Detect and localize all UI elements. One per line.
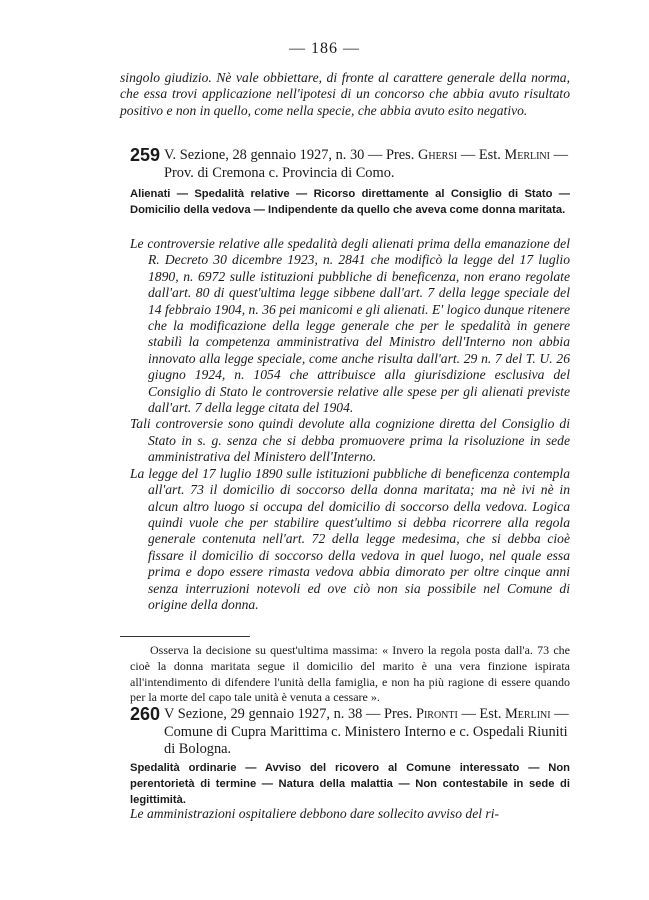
entry-260-keywords: Spedalità ordinarie — Avviso del ricovero al Comune interessato — Non perentorietà di termine — Natura della malattia — Non contestabile in sede di legittimità. xyxy=(130,762,570,806)
estensore-name: Merlini xyxy=(504,147,550,163)
entry-259-keywords: Alienati — Spedalità relative — Ricorso direttamente al Consiglio di Stato — Domicilio della vedova — Indipendente da quello che aveva come donna maritata. xyxy=(130,188,570,216)
entry-259-number: 259 xyxy=(130,145,161,165)
entry-259-principles xyxy=(130,236,570,613)
footnote-divider xyxy=(120,636,250,637)
principle-paragraph: La legge del 17 luglio 1890 sulle istituzioni pubbliche di beneficenza contempla all'art. 73 il domicilio di soccorso della donna maritata; ma nè ivi nè in alcun altro luogo si occupa del domicilio di soccorso della vedova. Logica quindi vuole che per stabilire quest'ultimo si debba ricorrere alla regola generale contenuta nell'art. 72 della legge medesima, che si debba cioè fissare il domicilio di soccorso della vedova in quel luogo, nel quale essa prima e dopo essere rimasta vedova abbia dimorato per oltre cinque anni senza interruzioni notevoli ed ove ciò non sia possibile nel Comune di origine della donna. xyxy=(130,465,570,612)
principle-paragraph: Tali controversie sono quindi devolute alla cognizione diretta del Consiglio di Stato in s. g. senza che si debba promuovere prima la risoluzione in sede amministrativa del Ministero dell'Interno. xyxy=(130,416,570,465)
entry-260-number: 260 xyxy=(130,704,161,724)
entry-259-citation: V. Sezione, 28 gennaio 1927, n. 30 — Pres. Ghersi — Est. Merlini — Prov. di Cremona c. Provincia di Como. xyxy=(164,147,568,181)
principle-paragraph: Le amministrazioni ospitaliere debbono dare sollecito avviso del ri- xyxy=(130,806,500,821)
footnote: Osserva la decisione su quest'ultima massima: « Invero la regola posta dall'a. 73 che cioè la donna maritata segue il domicilio del marito è una vera finzione ispirata all'intendimento di difendere l'unità della famiglia, e non ha più ragione di essere quando per la morte del capo tale unità è venuta a cessare ». xyxy=(130,643,570,705)
president-name: Pironti xyxy=(415,706,458,722)
continuation-paragraph: singolo giudizio. Nè vale obbiettare, di fronte al carattere generale della norma, che essa trovi applicazione nell'ipotesi di un concorso che abbia avuto risultato positivo e non in quello, come nella specie, che abbia avuto esito negativo. xyxy=(120,70,570,118)
president-name: Ghersi xyxy=(417,147,458,163)
entry-260-header xyxy=(120,706,570,759)
estensore-name: Merlini xyxy=(505,706,551,722)
entry-260-principle xyxy=(130,806,570,822)
principle-paragraph: Le controversie relative alle spedalità degli alienati prima della emanazione del R. Decreto 30 dicembre 1923, n. 2841 che modificò la legge del 17 luglio 1890, n. 6972 sulle istituzioni pubbliche di beneficenza, non erano regolate dall'art. 80 di quest'ultima legge sibbene dall'art. 7 della legge speciale del 14 febbraio 1904, n. 36 pei manicomi e gli alienati. E' logico dunque ritenere che la modificazione della legge generale che per le spedalità in genere stabilì la competenza amministrativa del Ministro dell'Interno non abbia innovato alla legge speciale, come anche risulta dall'art. 29 n. 7 del T. U. 26 giugno 1924, n. 1054 che attribuisce alla giurisdizione esclusiva del Consiglio di Stato le controversie relative alle spese per gli alienati previste dall'art. 7 della legge citata del 1904. xyxy=(130,236,570,416)
entry-260-citation: V Sezione, 29 gennaio 1927, n. 38 — Pres. Pironti — Est. Merlini — Comune di Cupra Marittima c. Ministero Interno e c. Ospedali Riuniti di Bologna. xyxy=(164,706,569,757)
entry-259-header xyxy=(120,147,570,182)
page-number: — 186 — xyxy=(289,40,360,57)
